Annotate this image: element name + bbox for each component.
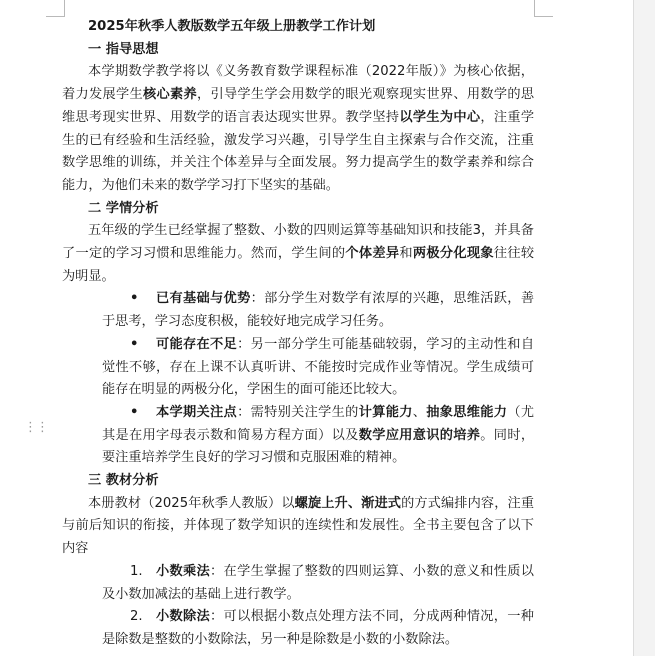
bullet-icon: •	[130, 291, 139, 307]
item-number: 1.	[130, 563, 143, 579]
margin-corner-top-right	[534, 0, 553, 17]
section-heading-guiding: 一 指导思想	[88, 41, 159, 57]
document-body[interactable]	[62, 16, 534, 652]
margin-corner-top-left	[46, 0, 65, 17]
bullet-item: • 可能存在不足：另一部分学生可能基础较弱，学习的主动性和自觉性不够，存在上课不认真听讲、不能按时完成作业等情况。学生成绩可能存在明显的两极分化，学困生的面可能还比较大。	[62, 334, 534, 402]
numbered-item: 2. 小数除法：可以根据小数点处理方法不同，分成两种情况，一种是除数是整数的小数除法，另一种是除数是小数的小数除法。	[62, 606, 534, 651]
paragraph-textbook: 本册教材（2025年秋季人教版）以螺旋上升、渐进式的方式编排内容，注重与前后知识的衔接，并体现了数学知识的连续性和发展性。全书主要包含了以下内容	[62, 495, 535, 557]
bullet-item: • 本学期关注点：需特别关注学生的计算能力、抽象思维能力（尤其是在用字母表示数和简易方程方面）以及数学应用意识的培养。同时，要注重培养学生良好的学习习惯和克服困难的精神。	[62, 402, 534, 470]
section-heading-learner: 二 学情分析	[88, 200, 159, 216]
bullet-icon: •	[130, 404, 139, 420]
drag-handle-icon[interactable]: ⋮⋮	[24, 420, 48, 435]
item-number: 2.	[130, 609, 143, 625]
scrollbar-track[interactable]	[633, 0, 655, 656]
document-title: 2025年秋季人教版数学五年级上册教学工作计划	[88, 19, 376, 34]
paragraph-learner: 五年级的学生已经掌握了整数、小数的四则运算等基础知识和技能3，并具备了一定的学习习惯和思维能力。然而，学生间的个体差异和两极分化现象往往较为明显。	[62, 223, 535, 284]
bullet-icon: •	[130, 336, 139, 352]
numbered-item: 1. 小数乘法：在学生掌握了整数的四则运算、小数的意义和性质以及小数加减法的基础上进行教学。	[62, 561, 534, 606]
section-heading-textbook: 三 教材分析	[88, 473, 159, 489]
bullet-item: • 已有基础与优势：部分学生对数学有浓厚的兴趣，思维活跃，善于思考，学习态度积极，能较好地完成学习任务。	[62, 288, 534, 333]
paragraph-guiding: 本学期数学教学将以《义务教育数学课程标准（2022年版）》为核心依据，着力发展学生核心素养，引导学生学会用数学的眼光观察现实世界、用数学的思维思考现实世界、用数学的语言表达现实世界。教学坚持以学生为中心，注重学生的已有经验和生活经验，激发学习兴趣，引导学生自主探索与合作交流，注重数学思维的训练，并关注个体差异与全面发展。努力提高学生的数学素养和综合能力，为他们未来的数学学习打下坚实的基础。	[62, 64, 535, 193]
